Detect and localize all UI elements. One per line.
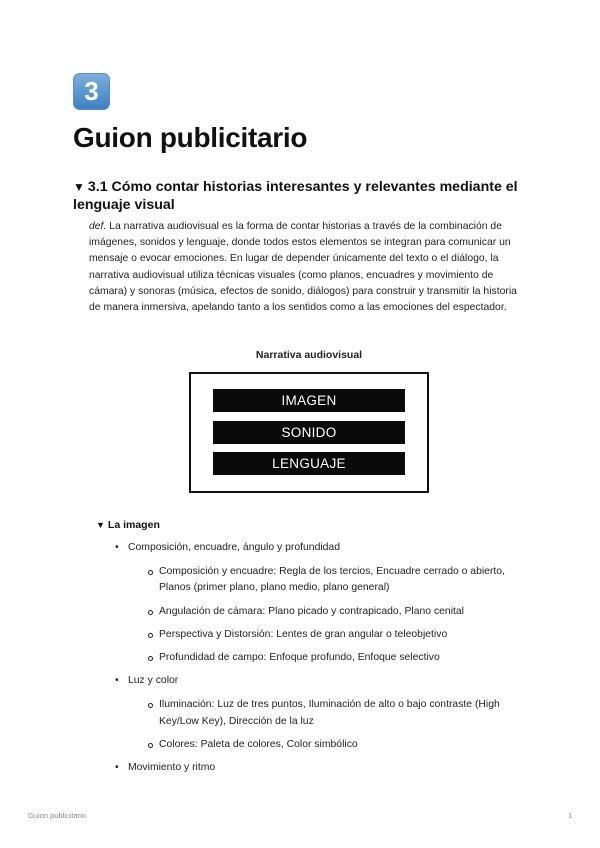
subsection-heading-la-imagen[interactable] [96, 519, 160, 531]
diagram-title: Narrativa audiovisual [255, 349, 363, 361]
chapter-number-badge: 3 [73, 73, 110, 110]
list-item-label: Composición, encuadre, ángulo y profundidad [128, 542, 340, 553]
list-item-label: Luz y color [128, 675, 179, 687]
list-item [115, 760, 535, 776]
nested-list [148, 564, 535, 666]
list-item [115, 673, 535, 753]
toggle-triangle-icon[interactable]: ▼ [73, 180, 85, 194]
narrativa-diagram [189, 372, 429, 493]
list-item [115, 540, 535, 666]
diagram-item-lenguaje: LENGUAJE [213, 452, 405, 475]
definition-text: La narrativa audiovisual es la forma de contar historias a través de la combinación de imágenes, sonidos y lenguaje, donde todos estos elementos se integran para comunicar un mensaje o evocar emociones. En lugar de depender únicamente del texto o el diálogo, la narrativa audiovisual utiliza técnicas visuales (como planos, encuadres y movimiento de cámara) y sonoras (música, efectos de sonido, diálogos) para construir y transmitir la historia de manera inmersiva, apelando tanto a los sentidos como a las emociones del espectador. [89, 221, 517, 314]
diagram-item-imagen: IMAGEN [213, 389, 405, 412]
la-imagen-outline [115, 540, 535, 783]
definition-paragraph [89, 219, 519, 316]
section-heading-text: 3.1 Cómo contar historias interesantes y relevantes mediante el lenguaje visual [73, 179, 518, 213]
page-number: 1 [568, 811, 573, 820]
nested-list-item: Iluminación: Luz de tres puntos, Iluminación de alto o bajo contraste (High Key/Low Key), Dirección de la luz [148, 697, 535, 729]
nested-list [148, 697, 535, 753]
list-item-label: Movimiento y ritmo [128, 762, 216, 774]
nested-list-item: Profundidad de campo: Enfoque profundo, Enfoque selectivo [148, 650, 535, 666]
page-title: Guion publicitario [73, 122, 308, 153]
nested-list-item: Composición y encuadre: Regla de los tercios, Encuadre cerrado o abierto, Planos (primer plano, plano medio, plano general) [148, 564, 535, 596]
nested-list-item: Colores: Paleta de colores, Color simbólico [148, 737, 535, 753]
nested-list-item: Perspectiva y Distorsión: Lentes de gran angular o teleobjetivo [148, 627, 535, 643]
section-heading-3-1[interactable] [73, 178, 523, 214]
definition-label: def. [89, 221, 107, 232]
diagram-item-sonido: SONIDO [213, 421, 405, 444]
footer-title: Guion publicitario [28, 811, 86, 820]
subsection-heading-text: La imagen [107, 519, 160, 531]
toggle-triangle-icon[interactable]: ▼ [96, 520, 105, 530]
nested-list-item: Angulación de cámara: Plano picado y contrapicado, Plano cenital [148, 604, 535, 620]
